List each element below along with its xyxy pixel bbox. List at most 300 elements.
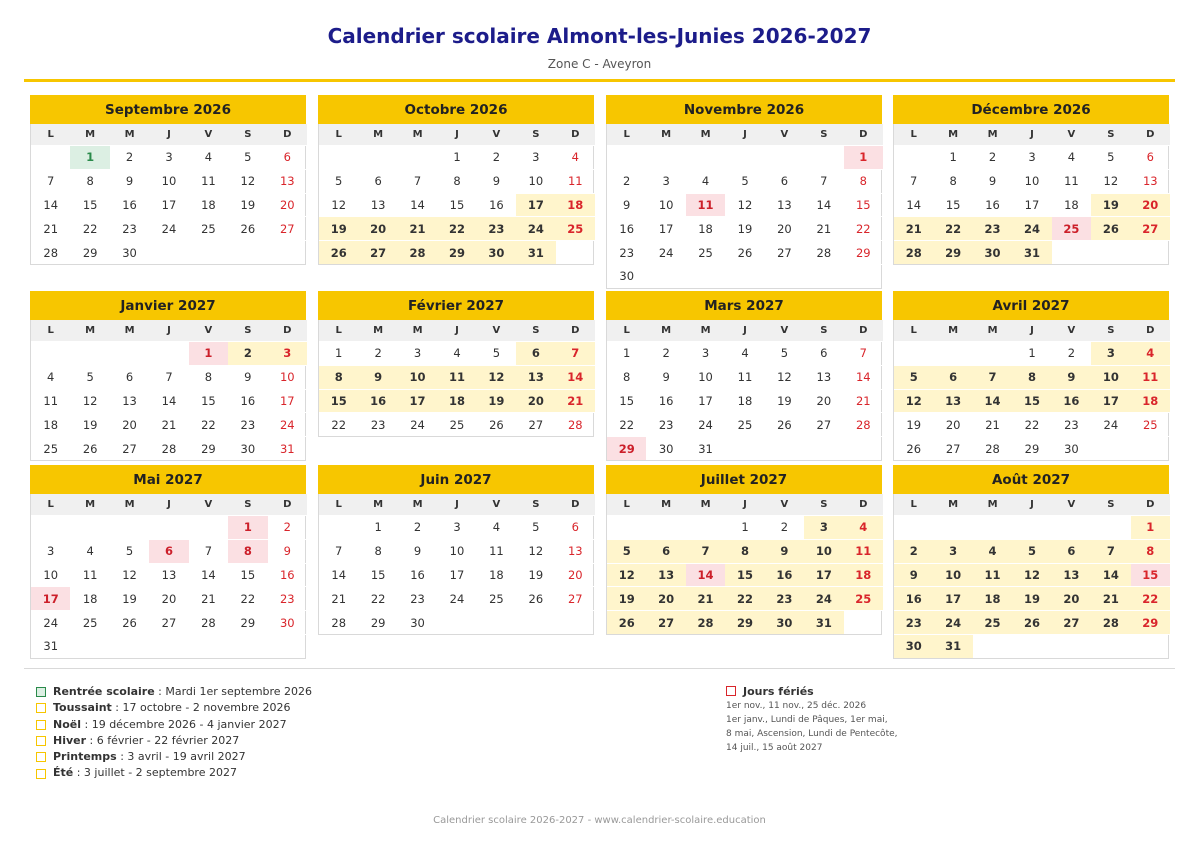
day-cell: 11 — [556, 169, 595, 193]
weekday-header: J — [149, 124, 188, 146]
empty-cell — [556, 241, 595, 264]
day-cell: 27 — [358, 241, 397, 264]
day-cell: 29 — [607, 437, 646, 460]
day-cell: 2 — [1052, 342, 1091, 366]
empty-cell — [973, 516, 1012, 540]
day-cell: 25 — [725, 413, 764, 437]
day-cell: 17 — [31, 587, 70, 611]
month-title: Janvier 2027 — [30, 291, 306, 320]
day-cell: 25 — [686, 241, 725, 265]
legend-label: Toussaint — [53, 701, 112, 715]
month-calendar — [606, 95, 882, 289]
empty-cell — [804, 437, 843, 460]
holidays-line: 8 mai, Ascension, Lundi de Pentecôte, — [726, 729, 898, 739]
day-cell: 11 — [437, 365, 476, 389]
legend-label: Été — [53, 766, 74, 780]
day-cell: 7 — [556, 342, 595, 366]
day-cell: 13 — [933, 389, 972, 413]
day-cell: 3 — [1091, 342, 1130, 366]
empty-cell — [149, 634, 188, 657]
day-cell: 27 — [516, 413, 555, 436]
day-cell: 15 — [189, 389, 228, 413]
month-title: Avril 2027 — [893, 291, 1169, 320]
day-cell: 10 — [1091, 365, 1130, 389]
day-cell: 8 — [228, 539, 267, 563]
day-cell: 28 — [319, 611, 358, 634]
day-cell: 26 — [607, 611, 646, 634]
day-cell: 14 — [804, 193, 843, 217]
day-cell: 16 — [765, 563, 804, 587]
weekday-header: M — [646, 320, 685, 342]
empty-cell — [607, 516, 646, 540]
weekday-header: J — [725, 124, 764, 146]
day-cell: 20 — [804, 389, 843, 413]
weekday-header: L — [319, 124, 358, 146]
day-cell: 16 — [398, 563, 437, 587]
weekday-header: S — [804, 494, 843, 516]
day-cell: 10 — [437, 539, 476, 563]
day-cell: 2 — [646, 342, 685, 366]
day-cell: 9 — [1052, 365, 1091, 389]
day-cell: 4 — [844, 516, 883, 540]
empty-cell — [804, 146, 843, 170]
empty-cell — [894, 516, 933, 540]
weekday-header: V — [189, 320, 228, 342]
day-cell: 10 — [804, 539, 843, 563]
month-calendar — [606, 465, 882, 635]
weekday-header: S — [228, 124, 267, 146]
day-cell: 7 — [894, 169, 933, 193]
day-cell: 5 — [1091, 146, 1130, 170]
day-cell: 19 — [725, 217, 764, 241]
day-cell: 29 — [1131, 611, 1170, 635]
day-cell: 29 — [358, 611, 397, 634]
day-cell: 22 — [319, 413, 358, 436]
day-cell: 10 — [1012, 169, 1051, 193]
legend-item — [36, 717, 312, 733]
day-cell: 20 — [646, 587, 685, 611]
weekday-header: M — [686, 320, 725, 342]
day-cell: 4 — [437, 342, 476, 366]
day-cell: 25 — [70, 611, 109, 635]
day-cell: 27 — [149, 611, 188, 635]
day-cell: 31 — [268, 437, 307, 460]
day-cell: 12 — [725, 193, 764, 217]
empty-cell — [1091, 241, 1130, 264]
empty-cell — [268, 634, 307, 657]
day-cell: 8 — [1012, 365, 1051, 389]
day-cell: 14 — [189, 563, 228, 587]
empty-cell — [1131, 437, 1170, 460]
month-title: Août 2027 — [893, 465, 1169, 494]
day-cell: 20 — [765, 217, 804, 241]
day-cell: 14 — [844, 365, 883, 389]
weekday-header: D — [268, 494, 307, 516]
weekday-header: S — [1091, 494, 1130, 516]
day-cell: 12 — [228, 169, 267, 193]
day-cell: 15 — [228, 563, 267, 587]
weekday-header: V — [189, 494, 228, 516]
day-cell: 16 — [607, 217, 646, 241]
day-cell: 12 — [607, 563, 646, 587]
weekday-header: V — [477, 320, 516, 342]
day-cell: 7 — [804, 169, 843, 193]
empty-cell — [1091, 437, 1130, 460]
weekday-header: J — [437, 124, 476, 146]
day-cell: 5 — [894, 365, 933, 389]
day-cell: 11 — [1131, 365, 1170, 389]
day-cell: 15 — [933, 193, 972, 217]
weekday-header: V — [477, 124, 516, 146]
day-cell: 1 — [228, 516, 267, 540]
day-cell: 25 — [844, 587, 883, 611]
empty-cell — [933, 516, 972, 540]
day-cell: 9 — [398, 539, 437, 563]
day-cell: 30 — [607, 264, 646, 287]
day-cell: 3 — [804, 516, 843, 540]
day-cell: 27 — [646, 611, 685, 634]
day-cell: 11 — [70, 563, 109, 587]
day-cell: 9 — [477, 169, 516, 193]
day-cell: 14 — [31, 193, 70, 217]
day-cell: 20 — [1052, 587, 1091, 611]
day-cell: 24 — [686, 413, 725, 437]
day-cell: 3 — [686, 342, 725, 366]
day-cell: 29 — [1012, 437, 1051, 460]
day-cell: 12 — [894, 389, 933, 413]
weekday-header: M — [110, 124, 149, 146]
day-cell: 2 — [477, 146, 516, 170]
empty-cell — [319, 146, 358, 170]
day-cell: 22 — [358, 587, 397, 611]
day-cell: 25 — [31, 437, 70, 460]
day-cell: 16 — [894, 587, 933, 611]
day-cell: 21 — [398, 217, 437, 241]
day-cell: 17 — [149, 193, 188, 217]
day-cell: 10 — [31, 563, 70, 587]
day-cell: 8 — [844, 169, 883, 193]
day-cell: 29 — [725, 611, 764, 634]
day-cell: 2 — [110, 146, 149, 170]
weekday-header: V — [765, 124, 804, 146]
day-cell: 22 — [933, 217, 972, 241]
day-cell: 24 — [646, 241, 685, 265]
day-cell: 5 — [70, 365, 109, 389]
footer-divider — [24, 668, 1175, 669]
day-cell: 20 — [268, 193, 307, 217]
day-cell: 9 — [894, 563, 933, 587]
legend-text: : 3 juillet - 2 septembre 2027 — [73, 766, 237, 780]
day-cell: 22 — [1131, 587, 1170, 611]
day-cell: 23 — [765, 587, 804, 611]
day-cell: 2 — [973, 146, 1012, 170]
day-cell: 19 — [765, 389, 804, 413]
day-cell: 6 — [268, 146, 307, 170]
day-cell: 8 — [437, 169, 476, 193]
day-cell: 17 — [804, 563, 843, 587]
day-cell: 13 — [556, 539, 595, 563]
day-cell: 4 — [973, 539, 1012, 563]
empty-cell — [358, 146, 397, 170]
day-cell: 3 — [398, 342, 437, 366]
day-cell: 19 — [110, 587, 149, 611]
holidays-legend — [726, 683, 898, 755]
weekday-header: S — [516, 494, 555, 516]
day-cell: 27 — [1131, 217, 1170, 241]
weekday-header: J — [437, 320, 476, 342]
day-cell: 28 — [844, 413, 883, 437]
day-cell: 16 — [268, 563, 307, 587]
day-cell: 10 — [686, 365, 725, 389]
legend-swatch-icon — [36, 720, 46, 730]
day-cell: 22 — [437, 217, 476, 241]
day-cell: 21 — [1091, 587, 1130, 611]
empty-cell — [1052, 241, 1091, 264]
day-cell: 4 — [686, 169, 725, 193]
empty-cell — [844, 611, 883, 634]
day-cell: 25 — [1131, 413, 1170, 437]
day-cell: 21 — [973, 413, 1012, 437]
day-cell: 25 — [1052, 217, 1091, 241]
empty-cell — [70, 634, 109, 657]
legend-label: Hiver — [53, 733, 87, 747]
empty-cell — [1091, 516, 1130, 540]
day-cell: 3 — [646, 169, 685, 193]
empty-cell — [1131, 634, 1170, 657]
legend-swatch-icon — [36, 752, 46, 762]
day-cell: 19 — [70, 413, 109, 437]
day-cell: 16 — [228, 389, 267, 413]
weekday-header: D — [268, 320, 307, 342]
day-cell: 12 — [1091, 169, 1130, 193]
weekday-header: L — [319, 494, 358, 516]
empty-cell — [228, 241, 267, 264]
day-cell: 16 — [477, 193, 516, 217]
day-cell: 27 — [110, 437, 149, 460]
day-cell: 31 — [804, 611, 843, 634]
day-cell: 13 — [149, 563, 188, 587]
weekday-header: J — [1012, 320, 1051, 342]
weekday-header: M — [933, 494, 972, 516]
day-cell: 23 — [228, 413, 267, 437]
day-cell: 14 — [894, 193, 933, 217]
empty-cell — [228, 634, 267, 657]
day-cell: 23 — [268, 587, 307, 611]
day-cell: 26 — [70, 437, 109, 460]
day-cell: 7 — [1091, 539, 1130, 563]
day-cell: 4 — [477, 516, 516, 540]
day-cell: 26 — [765, 413, 804, 437]
day-cell: 24 — [1012, 217, 1051, 241]
weekday-header: J — [725, 494, 764, 516]
day-cell: 9 — [268, 539, 307, 563]
day-cell: 6 — [556, 516, 595, 540]
weekday-header: D — [844, 124, 883, 146]
day-cell: 7 — [31, 169, 70, 193]
day-cell: 1 — [844, 146, 883, 170]
day-cell: 21 — [149, 413, 188, 437]
day-cell: 18 — [556, 193, 595, 217]
day-cell: 30 — [1052, 437, 1091, 460]
day-cell: 11 — [725, 365, 764, 389]
weekday-header: M — [398, 320, 437, 342]
weekday-header: J — [149, 494, 188, 516]
day-cell: 5 — [516, 516, 555, 540]
day-cell: 1 — [437, 146, 476, 170]
legend-item — [36, 749, 312, 765]
month-calendar — [318, 95, 594, 265]
day-cell: 5 — [1012, 539, 1051, 563]
weekday-header: J — [149, 320, 188, 342]
day-cell: 31 — [686, 437, 725, 460]
empty-cell — [765, 437, 804, 460]
day-cell: 9 — [358, 365, 397, 389]
day-cell: 17 — [437, 563, 476, 587]
day-cell: 27 — [556, 587, 595, 611]
day-cell: 13 — [358, 193, 397, 217]
empty-cell — [646, 516, 685, 540]
day-cell: 12 — [765, 365, 804, 389]
day-cell: 3 — [516, 146, 555, 170]
day-cell: 21 — [804, 217, 843, 241]
day-cell: 18 — [973, 587, 1012, 611]
day-cell: 4 — [31, 365, 70, 389]
empty-cell — [189, 516, 228, 540]
day-cell: 5 — [765, 342, 804, 366]
day-cell: 21 — [31, 217, 70, 241]
weekday-header: M — [70, 320, 109, 342]
day-cell: 22 — [607, 413, 646, 437]
day-cell: 1 — [1012, 342, 1051, 366]
day-cell: 30 — [228, 437, 267, 460]
day-cell: 17 — [516, 193, 555, 217]
month-calendar — [893, 465, 1169, 659]
day-cell: 3 — [149, 146, 188, 170]
weekday-header: S — [1091, 320, 1130, 342]
empty-cell — [110, 342, 149, 366]
weekday-header: J — [725, 320, 764, 342]
weekday-header: L — [607, 124, 646, 146]
day-cell: 1 — [319, 342, 358, 366]
day-cell: 13 — [516, 365, 555, 389]
day-cell: 11 — [477, 539, 516, 563]
weekday-header: D — [556, 494, 595, 516]
day-cell: 3 — [31, 539, 70, 563]
day-cell: 18 — [1052, 193, 1091, 217]
day-cell: 2 — [765, 516, 804, 540]
day-cell: 13 — [110, 389, 149, 413]
day-cell: 12 — [319, 193, 358, 217]
day-cell: 15 — [607, 389, 646, 413]
day-cell: 16 — [973, 193, 1012, 217]
day-cell: 9 — [973, 169, 1012, 193]
day-cell: 31 — [933, 634, 972, 657]
day-cell: 13 — [1131, 169, 1170, 193]
day-cell: 5 — [319, 169, 358, 193]
day-cell: 14 — [686, 563, 725, 587]
day-cell: 28 — [894, 241, 933, 264]
day-cell: 5 — [228, 146, 267, 170]
day-cell: 28 — [1091, 611, 1130, 635]
legend-text: : 17 octobre - 2 novembre 2026 — [111, 701, 291, 715]
month-calendar — [318, 291, 594, 437]
day-cell: 15 — [725, 563, 764, 587]
legend-text: : 19 décembre 2026 - 4 janvier 2027 — [81, 717, 287, 731]
weekday-header: L — [607, 494, 646, 516]
day-cell: 4 — [556, 146, 595, 170]
day-cell: 2 — [607, 169, 646, 193]
day-cell: 18 — [725, 389, 764, 413]
day-cell: 6 — [358, 169, 397, 193]
day-cell: 26 — [319, 241, 358, 264]
day-cell: 8 — [358, 539, 397, 563]
day-cell: 18 — [189, 193, 228, 217]
weekday-header: M — [933, 124, 972, 146]
holidays-line: 14 juil., 15 août 2027 — [726, 743, 823, 753]
day-cell: 7 — [973, 365, 1012, 389]
day-cell: 11 — [189, 169, 228, 193]
empty-cell — [804, 264, 843, 287]
day-cell: 11 — [844, 539, 883, 563]
day-cell: 6 — [804, 342, 843, 366]
day-cell: 25 — [973, 611, 1012, 635]
day-cell: 28 — [189, 611, 228, 635]
day-cell: 6 — [933, 365, 972, 389]
empty-cell — [1012, 516, 1051, 540]
day-cell: 12 — [1012, 563, 1051, 587]
day-cell: 10 — [149, 169, 188, 193]
empty-cell — [1012, 634, 1051, 657]
legend-label: Printemps — [53, 750, 117, 764]
day-cell: 4 — [70, 539, 109, 563]
day-cell: 2 — [358, 342, 397, 366]
empty-cell — [31, 342, 70, 366]
day-cell: 27 — [765, 241, 804, 265]
weekday-header: M — [358, 124, 397, 146]
empty-cell — [1052, 634, 1091, 657]
day-cell: 26 — [1012, 611, 1051, 635]
day-cell: 19 — [1091, 193, 1130, 217]
day-cell: 4 — [725, 342, 764, 366]
day-cell: 18 — [70, 587, 109, 611]
holidays-line: 1er janv., Lundi de Pâques, 1er mai, — [726, 715, 888, 725]
weekday-header: S — [516, 124, 555, 146]
day-cell: 12 — [110, 563, 149, 587]
month-title: Mars 2027 — [606, 291, 882, 320]
day-cell: 7 — [398, 169, 437, 193]
holidays-title: Jours fériés — [743, 684, 814, 698]
day-cell: 1 — [189, 342, 228, 366]
day-cell: 7 — [149, 365, 188, 389]
day-cell: 17 — [646, 217, 685, 241]
day-cell: 27 — [1052, 611, 1091, 635]
day-cell: 26 — [477, 413, 516, 436]
legend-label: Rentrée scolaire — [53, 685, 155, 698]
day-cell: 16 — [646, 389, 685, 413]
weekday-header: M — [646, 124, 685, 146]
legend-label: Noël — [53, 717, 81, 731]
weekday-header: S — [804, 320, 843, 342]
empty-cell — [844, 264, 883, 287]
weekday-header: M — [398, 494, 437, 516]
legend-item — [36, 684, 312, 700]
day-cell: 19 — [894, 413, 933, 437]
day-cell: 15 — [437, 193, 476, 217]
weekday-header: L — [894, 494, 933, 516]
day-cell: 23 — [1052, 413, 1091, 437]
day-cell: 30 — [477, 241, 516, 264]
month-calendar — [606, 291, 882, 461]
